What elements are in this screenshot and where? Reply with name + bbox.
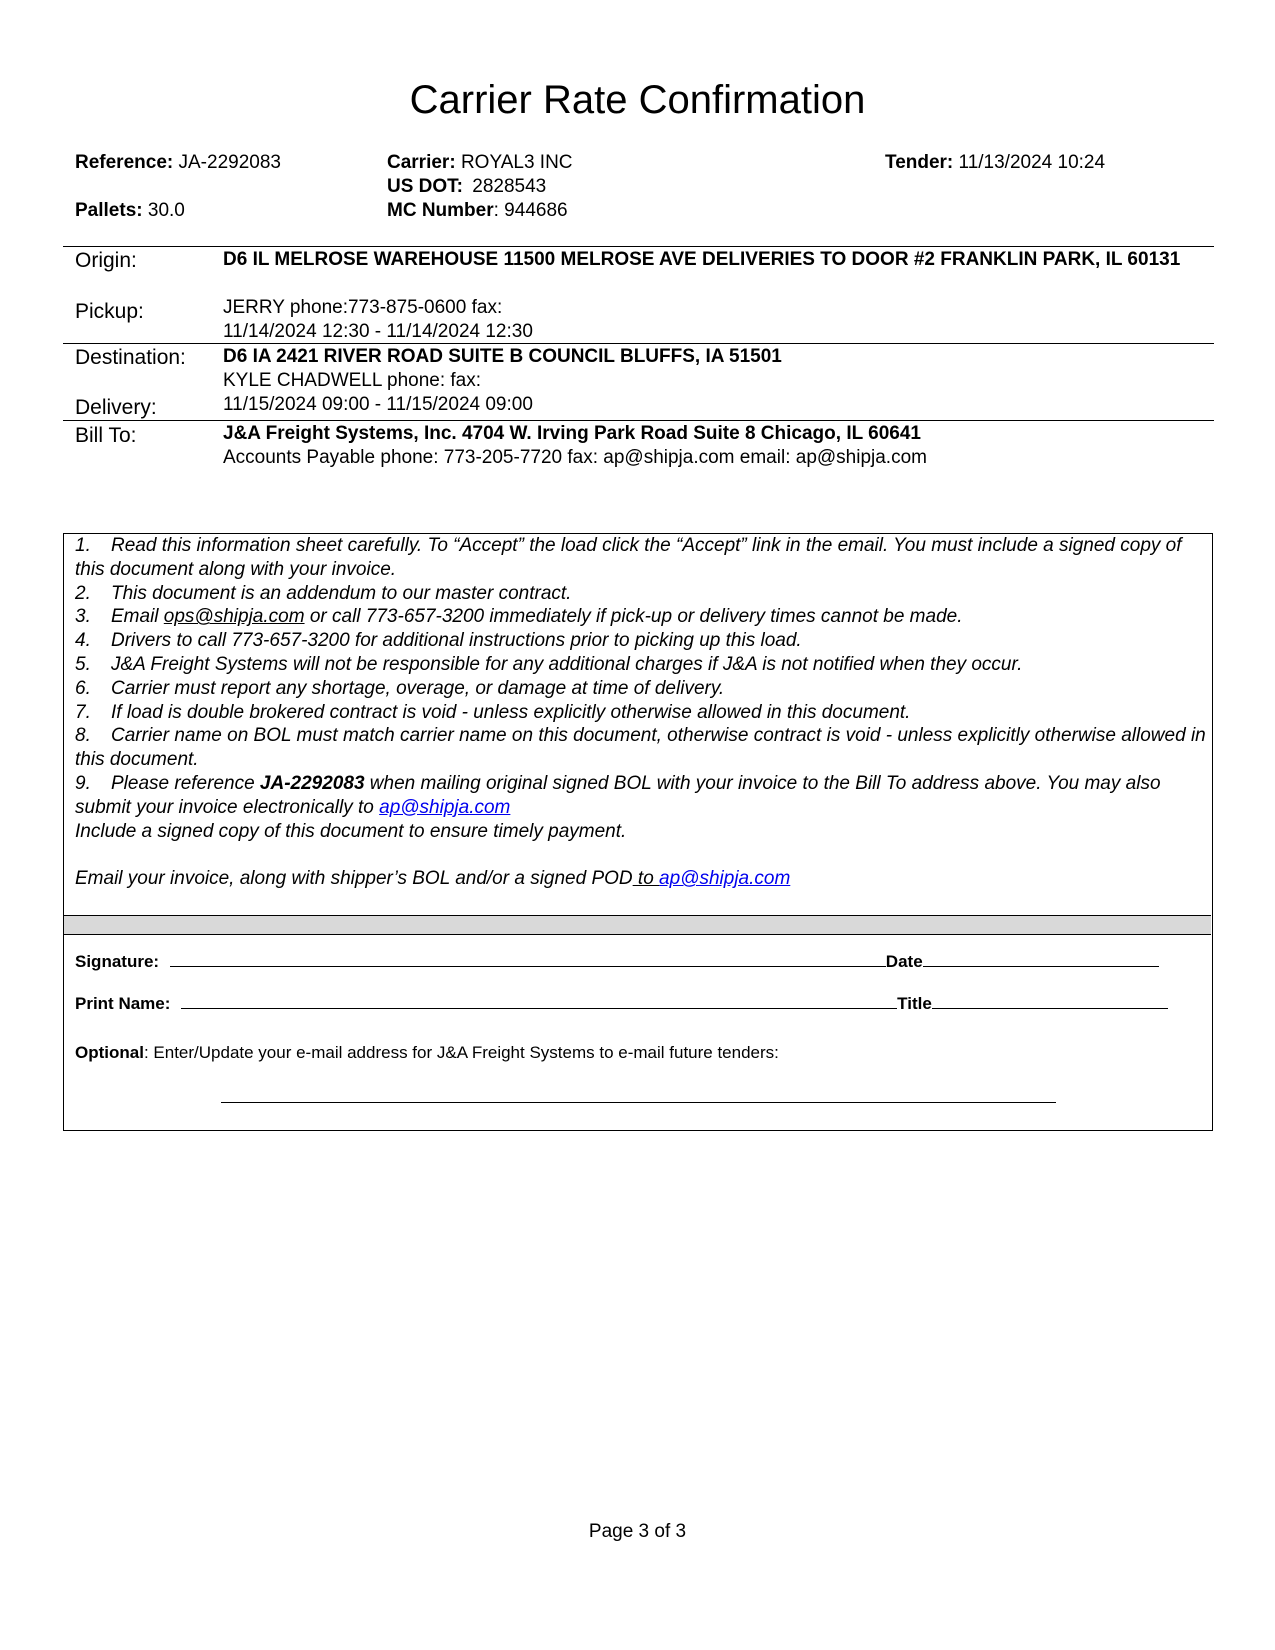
reference-field [75,151,281,174]
mc-number-label: MC Number [387,200,494,221]
print-name-label: Print Name: [75,994,171,1013]
origin-address: D6 IL MELROSE WAREHOUSE 11500 MELROSE AVE DELIVERIES TO DOOR #2 FRANKLIN PARK, IL 60131 [223,249,1181,270]
billto-address: J&A Freight Systems, Inc. 4704 W. Irving Park Road Suite 8 Chicago, IL 60641 [223,423,921,444]
delivery-window: 11/15/2024 09:00 - 11/15/2024 09:00 [223,394,533,415]
terms-list [75,534,1210,891]
pickup-label: Pickup: [75,300,144,323]
destination-label: Destination: [75,346,186,369]
title-line[interactable] [932,994,1168,1009]
term-7: 7. If load is double brokered contract is void - unless explicitly otherwise allowed in this document. [75,701,911,723]
print-name-row [75,994,1168,1014]
include-note: Include a signed copy of this document to ensure timely payment. [75,820,627,842]
origin-label: Origin: [75,249,137,272]
term-4: 4. Drivers to call 773-657-3200 for additional instructions prior to picking up this load. [75,630,802,652]
divider-top [63,246,1214,247]
pallets-value: 30.0 [147,200,185,221]
mc-number-value: : 944686 [493,200,568,221]
reference-value: JA-2292083 [178,152,281,173]
delivery-contact: KYLE CHADWELL phone: fax: [223,370,482,391]
pallets-label: Pallets: [75,200,143,221]
term-9: 9. Please reference JA-2292083 when mailing original signed BOL with your invoice to the Bill To address above. You may also submit your invoice electronically to ap@shipja.com [75,772,1161,818]
pickup-window: 11/14/2024 12:30 - 11/14/2024 12:30 [223,321,533,342]
tender-label: Tender: [885,152,954,173]
term-6: 6. Carrier must report any shortage, overage, or damage at time of delivery. [75,677,725,699]
billto-label: Bill To: [75,424,137,447]
destination-address: D6 IA 2421 RIVER ROAD SUITE B COUNCIL BLUFFS, IA 51501 [223,346,782,367]
usdot-value: 2828543 [472,176,547,197]
usdot-label: US DOT: [387,176,463,197]
mc-number-field [387,199,568,222]
date-line[interactable] [923,952,1159,967]
optional-label: Optional [75,1043,144,1062]
term-2: 2. This document is an addendum to our master contract. [75,582,572,604]
carrier-label: Carrier: [387,152,456,173]
email-invoice-note: Email your invoice, along with shipper’s BOL and/or a signed POD to ap@shipja.com [75,868,791,890]
term-1: 1. Read this information sheet carefully. To “Accept” the load click the “Accept” link in the email. You must include a signed copy of this document along with your invoice. [75,535,1182,580]
divider-destination [63,420,1214,421]
usdot-field [387,175,546,198]
term-9-reference: JA-2292083 [259,772,365,794]
optional-email-prompt [75,1043,779,1063]
ops-email-link[interactable]: ops@shipja.com [163,606,305,628]
terms-box [63,533,1213,1131]
pallets-field [75,199,185,222]
ap-email-link[interactable]: ap@shipja.com [379,796,511,818]
reference-label: Reference: [75,152,174,173]
carrier-value: ROYAL3 INC [460,152,573,173]
page-title: Carrier Rate Confirmation [409,78,866,122]
signature-line[interactable] [170,952,886,967]
date-label: Date [885,952,923,971]
tender-value: 11/13/2024 10:24 [958,152,1106,173]
term-5: 5. J&A Freight Systems will not be responsible for any additional charges if J&A is not notified when they occur. [75,653,1023,675]
term-8: 8. Carrier name on BOL must match carrier name on this document, otherwise contract is void - unless explicitly otherwise allowed in this document. [75,725,1206,771]
delivery-label: Delivery: [75,396,157,419]
separator-band [64,915,1211,935]
page-number: Page 3 of 3 [588,1521,687,1542]
invoice-email-link[interactable]: ap@shipja.com [659,868,791,890]
carrier-field [387,151,573,174]
optional-text: : Enter/Update your e-mail address for J&A Freight Systems to e-mail future tenders: [143,1043,779,1062]
term-3: 3. Email ops@shipja.com or call 773-657-3200 immediately if pick-up or delivery times cannot be made. [75,606,963,628]
spacer [75,843,1210,867]
divider-origin [63,343,1214,344]
billto-contact: Accounts Payable phone: 773-205-7720 fax: ap@shipja.com email: ap@shipja.com [223,447,927,468]
pickup-contact: JERRY phone:773-875-0600 fax: [223,297,503,318]
email-entry-line[interactable] [221,1102,1056,1103]
signature-row [75,952,1159,972]
title-label: Title [897,994,932,1013]
print-name-line[interactable] [181,994,897,1009]
signature-label: Signature: [75,952,160,971]
tender-field [885,151,1105,174]
